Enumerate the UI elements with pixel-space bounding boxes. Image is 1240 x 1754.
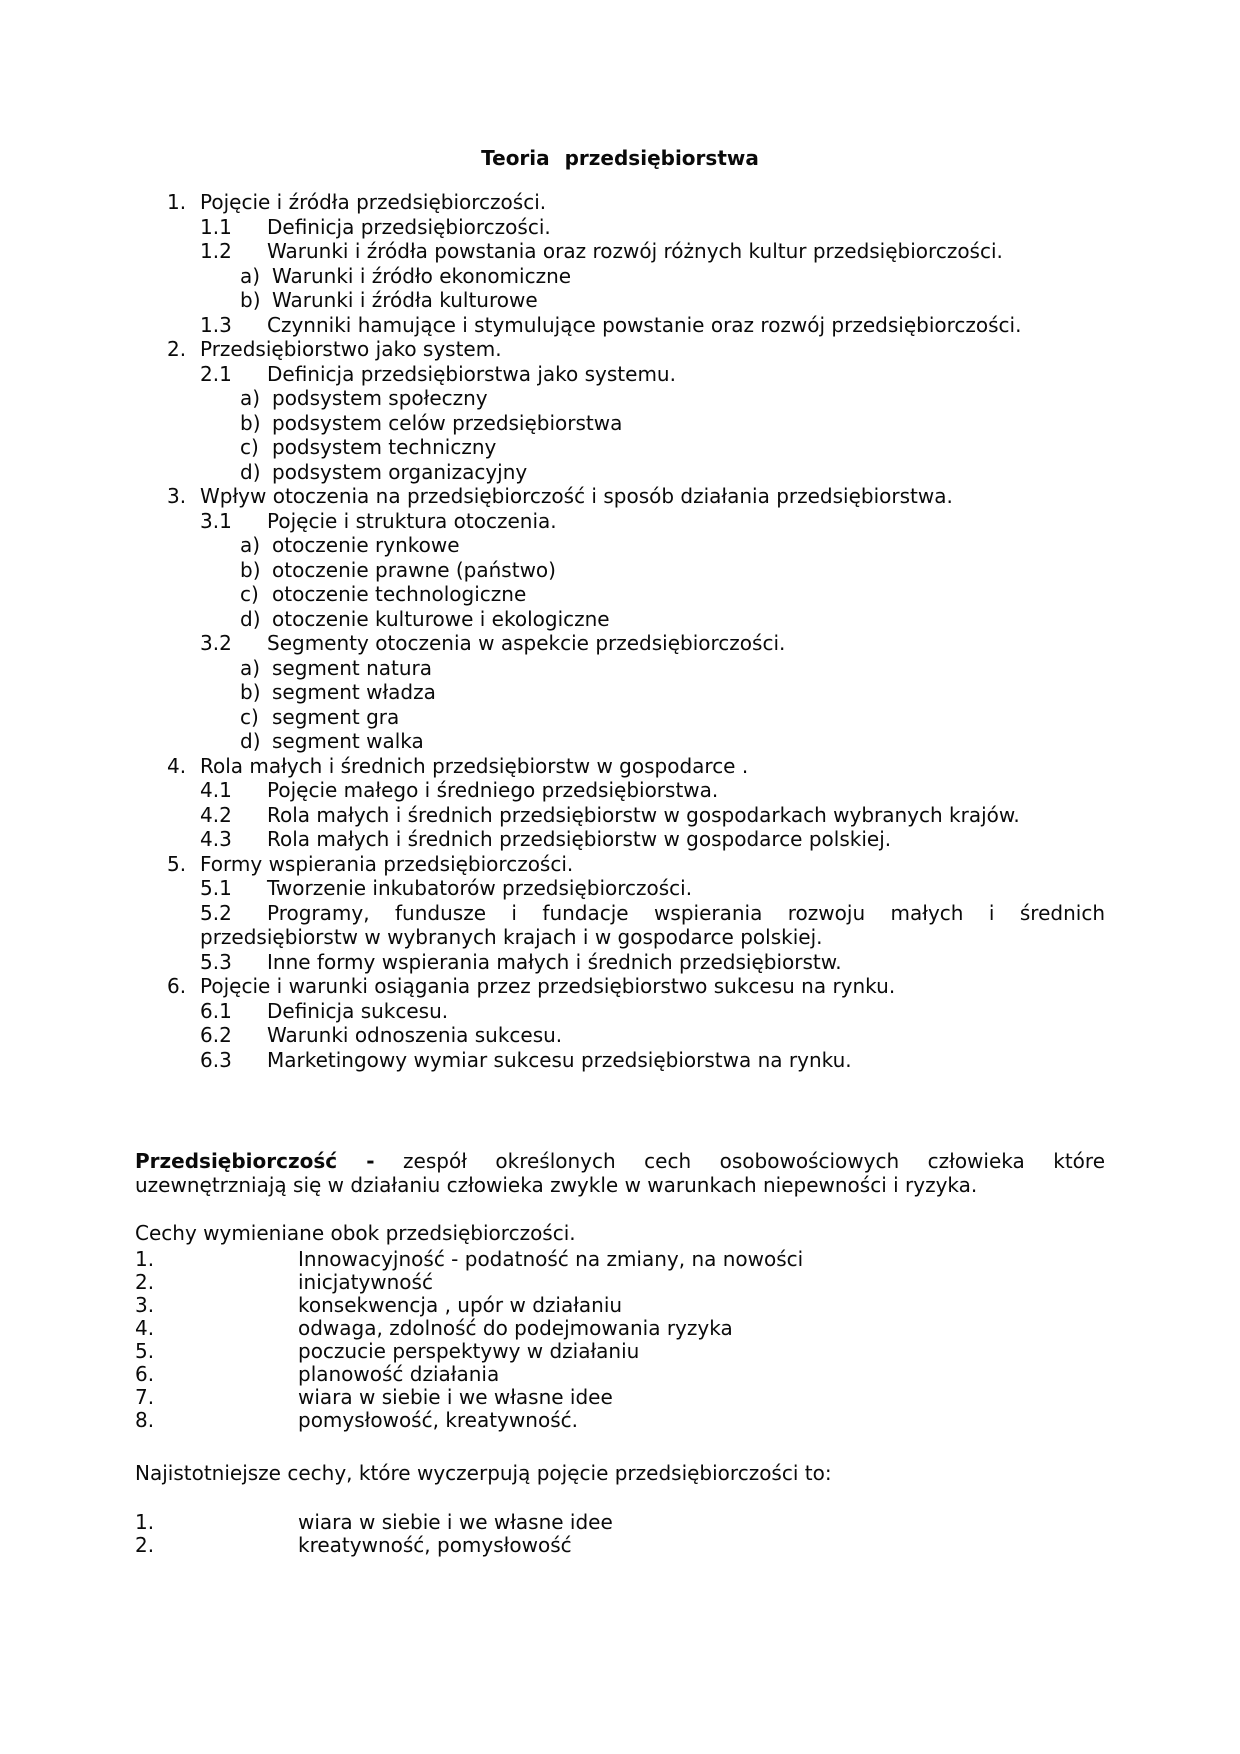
list-item-text: wiara w siebie i we własne idee — [298, 1385, 613, 1409]
outline-item — [135, 484, 1105, 509]
outline-text: Definicja przedsiębiorstwa jako systemu. — [267, 361, 676, 386]
outline-text: Warunki i źródła powstania oraz rozwój różnych kultur przedsiębiorczości. — [267, 239, 1003, 263]
outline-number: 6.1 — [200, 998, 232, 1023]
outline-number: 1. — [167, 190, 187, 214]
outline-item — [135, 337, 1105, 362]
outline-item — [135, 1048, 1105, 1073]
outline-text: Marketingowy wymiar sukcesu przedsiębiorstwa na rynku. — [267, 1047, 852, 1072]
outline-text: Pojęcie małego i średniego przedsiębiorstwa. — [267, 778, 719, 802]
outline-item — [135, 435, 1105, 460]
outline-item — [135, 803, 1105, 828]
outline-number: a) — [240, 533, 261, 557]
list-item — [135, 1340, 1105, 1363]
outline-item — [135, 239, 1105, 264]
list-item-number: 2. — [135, 1533, 155, 1557]
outline-list — [135, 190, 1105, 1072]
outline-item — [135, 558, 1105, 583]
list-item-number: 3. — [135, 1293, 155, 1317]
outline-number: b) — [240, 680, 261, 704]
outline-text: Definicja sukcesu. — [267, 998, 449, 1023]
outline-item — [135, 215, 1105, 240]
outline-item — [135, 607, 1105, 632]
outline-item — [135, 852, 1105, 877]
list-item-number: 6. — [135, 1362, 155, 1386]
outline-text: Warunki odnoszenia sukcesu. — [267, 1023, 563, 1047]
outline-text: Segmenty otoczenia w aspekcie przedsiębiorczości. — [267, 631, 786, 655]
outline-text: podsystem społeczny — [272, 386, 488, 410]
list-item-text: planowość działania — [298, 1362, 500, 1386]
outline-item — [135, 509, 1105, 534]
list-item-number: 2. — [135, 1270, 155, 1294]
definition-term: Przedsiębiorczość - — [135, 1149, 375, 1173]
outline-text: segment gra — [272, 704, 400, 729]
outline-number: d) — [240, 606, 261, 631]
outline-item — [135, 656, 1105, 681]
outline-text: Rola małych i średnich przedsiębiorstw w gospodarce polskiej. — [267, 827, 892, 851]
list-item — [135, 1363, 1105, 1386]
outline-number: 5. — [167, 851, 187, 876]
outline-number: 3.1 — [200, 508, 232, 533]
outline-text: Inne formy wspierania małych i średnich przedsiębiorstw. — [267, 949, 842, 974]
outline-item — [135, 999, 1105, 1024]
outline-number: 2.1 — [200, 361, 232, 386]
list-item-text: wiara w siebie i we własne idee — [298, 1510, 613, 1534]
features-heading: Cechy wymieniane obok przedsiębiorczości. — [135, 1221, 576, 1245]
outline-number: 4. — [167, 753, 187, 778]
outline-text: otoczenie rynkowe — [272, 533, 460, 557]
outline-number: 6.3 — [200, 1047, 232, 1072]
list-item-number: 1. — [135, 1247, 155, 1271]
outline-item — [135, 631, 1105, 656]
outline-number: 3.2 — [200, 631, 232, 655]
outline-text: Formy wspierania przedsiębiorczości. — [200, 851, 574, 876]
outline-text-continuation: przedsiębiorstw w wybranych krajach i w gospodarce polskiej. — [200, 925, 823, 949]
outline-text: podsystem celów przedsiębiorstwa — [272, 410, 623, 435]
list-item-text: pomysłowość, kreatywność. — [298, 1408, 578, 1432]
list-item — [135, 1317, 1105, 1340]
outline-text: otoczenie technologiczne — [272, 582, 527, 606]
outline-number: 1.2 — [200, 239, 232, 263]
list-item-text: konsekwencja , upór w działaniu — [298, 1293, 623, 1317]
outline-item — [135, 950, 1105, 975]
outline-text: Definicja przedsiębiorczości. — [267, 214, 551, 239]
outline-text: Programy, fundusze i fundacje wspierania rozwoju małych i średnich — [267, 900, 1105, 925]
outline-text: podsystem techniczny — [272, 435, 497, 459]
list-item-text: odwaga, zdolność do podejmowania ryzyka — [298, 1316, 733, 1340]
outline-number: c) — [240, 435, 259, 459]
outline-item — [135, 705, 1105, 730]
outline-text: Czynniki hamujące i stymulujące powstanie oraz rozwój przedsiębiorczości. — [267, 312, 1022, 337]
definition-paragraph — [135, 1150, 1105, 1197]
list-item-number: 8. — [135, 1408, 155, 1432]
outline-item — [135, 582, 1105, 607]
outline-text: segment walka — [272, 729, 424, 753]
list-item-number: 1. — [135, 1510, 155, 1534]
outline-item — [135, 901, 1105, 950]
outline-item — [135, 362, 1105, 387]
outline-item — [135, 264, 1105, 289]
outline-item — [135, 729, 1105, 754]
outline-item-line-1 — [200, 901, 1105, 926]
list-item-text: poczucie perspektywy w działaniu — [298, 1339, 640, 1363]
outline-text: podsystem organizacyjny — [272, 459, 528, 484]
outline-item — [135, 288, 1105, 313]
outline-text: Pojęcie i warunki osiągania przez przedsiębiorstwo sukcesu na rynku. — [200, 974, 896, 998]
list-item-number: 4. — [135, 1316, 155, 1340]
outline-number: c) — [240, 704, 259, 729]
outline-item — [135, 313, 1105, 338]
outline-text: Wpływ otoczenia na przedsiębiorczość i sposób działania przedsiębiorstwa. — [200, 484, 953, 508]
outline-item — [135, 460, 1105, 485]
features-list — [135, 1248, 1105, 1432]
list-item-text: kreatywność, pomysłowość — [298, 1533, 572, 1557]
outline-number: 4.1 — [200, 778, 232, 802]
outline-number: 5.3 — [200, 949, 232, 974]
outline-number: b) — [240, 410, 261, 435]
outline-number: 3. — [167, 484, 187, 508]
key-features-list — [135, 1511, 1105, 1557]
list-item — [135, 1294, 1105, 1317]
outline-text: Rola małych i średnich przedsiębiorstw w gospodarkach wybranych krajów. — [267, 802, 1020, 827]
document-title: Teoria przedsiębiorstwa — [481, 146, 759, 170]
list-item-number: 5. — [135, 1339, 155, 1363]
outline-item — [135, 680, 1105, 705]
definition-text: zespół określonych cech osobowościowych człowieka które — [403, 1149, 1105, 1173]
outline-number: d) — [240, 729, 261, 753]
outline-item — [135, 411, 1105, 436]
outline-number: 2. — [167, 337, 187, 361]
document-content — [135, 146, 1105, 1557]
features-section — [135, 1222, 1105, 1432]
outline-item-line-2 — [200, 925, 1105, 950]
outline-number: b) — [240, 557, 261, 582]
list-item — [135, 1511, 1105, 1534]
outline-item — [135, 190, 1105, 215]
list-item — [135, 1271, 1105, 1294]
outline-item — [135, 1023, 1105, 1048]
list-item — [135, 1409, 1105, 1432]
outline-number: 6. — [167, 974, 187, 998]
outline-text: segment władza — [272, 680, 436, 704]
list-item-text: inicjatywność — [298, 1270, 433, 1294]
outline-number: 5.1 — [200, 876, 232, 900]
outline-text: Pojęcie i źródła przedsiębiorczości. — [200, 190, 547, 214]
list-item-number: 7. — [135, 1385, 155, 1409]
outline-number: 5.2 — [200, 900, 232, 925]
outline-text: Warunki i źródło ekonomiczne — [272, 263, 572, 288]
outline-number: 4.2 — [200, 802, 232, 827]
outline-item — [135, 827, 1105, 852]
definition-line-2: uzewnętrzniają się w działaniu człowieka zwykle w warunkach niepewności i ryzyka. — [135, 1172, 978, 1197]
outline-item — [135, 386, 1105, 411]
outline-text: otoczenie prawne (państwo) — [272, 557, 556, 582]
outline-text: Tworzenie inkubatorów przedsiębiorczości. — [267, 876, 693, 900]
outline-item — [135, 778, 1105, 803]
outline-number: 4.3 — [200, 827, 232, 851]
key-features-section — [135, 1462, 1105, 1557]
outline-number: b) — [240, 288, 261, 312]
outline-item — [135, 876, 1105, 901]
outline-number: 1.3 — [200, 312, 232, 337]
outline-text: Pojęcie i struktura otoczenia. — [267, 508, 557, 533]
outline-number: a) — [240, 263, 261, 288]
outline-item — [135, 754, 1105, 779]
outline-text: Rola małych i średnich przedsiębiorstw w gospodarce . — [200, 753, 749, 778]
key-features-heading: Najistotniejsze cechy, które wyczerpują pojęcie przedsiębiorczości to: — [135, 1461, 832, 1485]
outline-text: Warunki i źródła kulturowe — [272, 288, 538, 312]
outline-number: c) — [240, 582, 259, 606]
outline-item — [135, 533, 1105, 558]
outline-number: 1.1 — [200, 214, 232, 239]
outline-number: d) — [240, 459, 261, 484]
list-item — [135, 1386, 1105, 1409]
outline-number: a) — [240, 386, 261, 410]
outline-text: segment natura — [272, 655, 433, 680]
outline-text: otoczenie kulturowe i ekologiczne — [272, 606, 610, 631]
outline-item — [135, 974, 1105, 999]
list-item — [135, 1534, 1105, 1557]
outline-number: 6.2 — [200, 1023, 232, 1047]
outline-text: Przedsiębiorstwo jako system. — [200, 337, 502, 361]
outline-number: a) — [240, 655, 261, 680]
definition-line-1 — [135, 1150, 1105, 1174]
list-item-text: Innowacyjność - podatność na zmiany, na nowości — [298, 1247, 804, 1271]
list-item — [135, 1248, 1105, 1271]
